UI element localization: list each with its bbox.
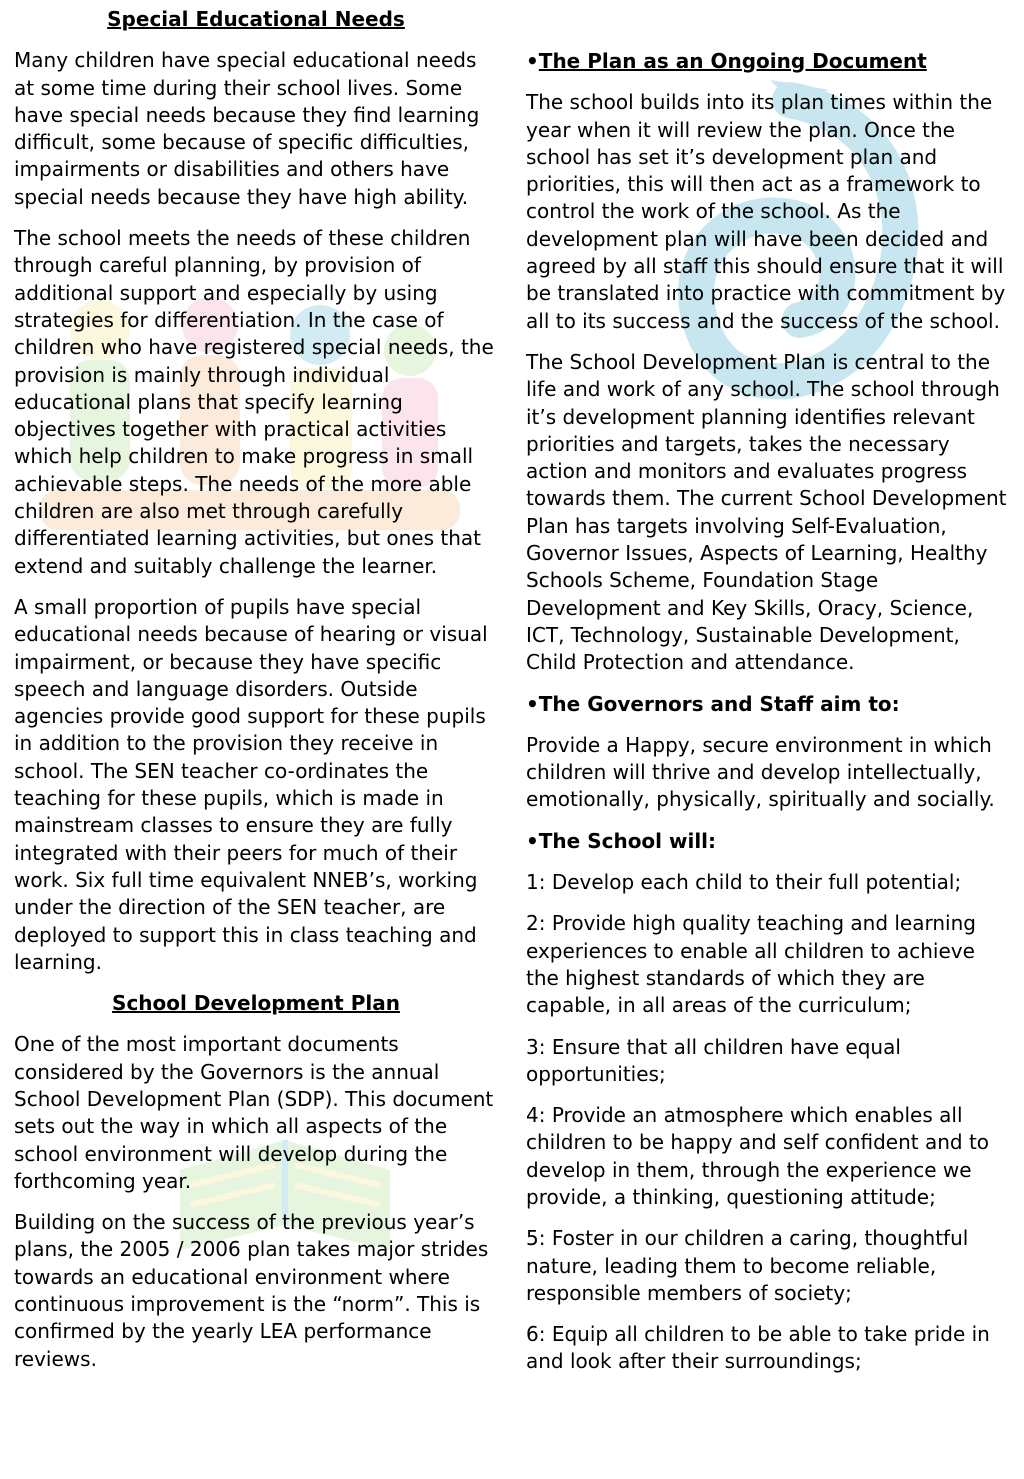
sen-heading-wrap: [14, 6, 498, 33]
aim-item: 1: Develop each child to their full potential;: [526, 870, 962, 895]
school-will-heading: •The School will:: [526, 828, 717, 853]
aim-item: 4: Provide an atmosphere which enables all children to be happy and self confident and to develop in them, through the experience we provide, a thinking, questioning attitude;: [526, 1103, 990, 1209]
aim-item: 6: Equip all children to be able to take pride in and look after their surroundings;: [526, 1322, 990, 1374]
sdp-paragraph-2: Building on the success of the previous year’s plans, the 2005 / 2006 plan takes major strides towards an educational environment where continuous improvement is the “norm”. This is confirmed by the yearly LEA performance reviews.: [14, 1210, 489, 1371]
aim-item: 5: Foster in our children a caring, thoughtful nature, leading them to become reliable, responsible members of society;: [526, 1226, 969, 1305]
sen-paragraph-3: A small proportion of pupils have special educational needs because of hearing or visual impairment, or because they have specific speech and language disorders. Outside agencies provide good support for these pupils in addition to the provision they receive in school. The SEN teacher co-ordinates the teaching for these pupils, which is made in mainstream classes to ensure they are fully integrated with their peers for much of their work. Six full time equivalent NNEB’s, working under the direction of the SEN teacher, are deployed to support this in class teaching and learning.: [14, 594, 488, 974]
bullet-icon: •: [526, 49, 539, 73]
aim-item: 3: Ensure that all children have equal opportunities;: [526, 1034, 901, 1086]
sen-paragraph-1: Many children have special educational needs at some time during their school lives. Some have special needs because they find learning difficult, some because of specific difficulties, impairments or disabilities and others have special needs because they have high ability.: [14, 48, 480, 209]
ongoing-heading-wrap: [526, 48, 1010, 75]
aim-item: 2: Provide high quality teaching and learning experiences to enable all children to achieve the highest standards of which they are capable, in all areas of the curriculum;: [526, 911, 976, 1018]
sen-heading: Special Educational Needs: [107, 7, 405, 31]
governors-paragraph: Provide a Happy, secure environment in which children will thrive and develop intellectually, emotionally, physically, spiritually and socially.: [526, 732, 995, 812]
sdp-paragraph-1: One of the most important documents considered by the Governors is the annual School Development Plan (SDP). This document sets out the way in which all aspects of the school environment will develop during the forthcoming year.: [14, 1032, 494, 1193]
governors-heading: •The Governors and Staff aim to:: [526, 691, 900, 716]
sdp-heading-wrap: [14, 990, 498, 1017]
left-column: [14, 0, 498, 1387]
ongoing-paragraph-1: The school builds into its plan times within the year when it will review the plan. Once the school has set it’s development plan and priorities, this will then act as a framework to control the work of the school. As the development plan will have been decided and agreed by all staff this should ensure that it will be translated into practice with commitment by all to its success and the success of the school.: [526, 90, 1006, 333]
ongoing-paragraph-2: The School Development Plan is central to the life and work of any school. The school through it’s development planning identifies relevant priorities and targets, takes the necessary action and monitors and evaluates progress towards them. The current School Development Plan has targets involving Self-Evaluation, Governor Issues, Aspects of Learning, Healthy Schools Scheme, Foundation Stage Development and Key Skills, Oracy, Science, ICT, Technology, Sustainable Development, Child Protection and attendance.: [526, 349, 1007, 675]
sdp-heading: School Development Plan: [112, 991, 400, 1016]
ongoing-heading: The Plan as an Ongoing Document: [538, 49, 927, 73]
right-column: [526, 0, 1010, 1390]
sen-paragraph-2: The school meets the needs of these children through careful planning, by provision of additional support and especially by using strategies for differentiation. In the case of children who have registered special needs, the provision is mainly through individual educational plans that specify learning objectives together with practical activities which help children to make progress in small achievable steps. The needs of the more able children are also met through carefully differentiated learning activities, but ones that extend and suitably challenge the learner.: [14, 226, 494, 578]
